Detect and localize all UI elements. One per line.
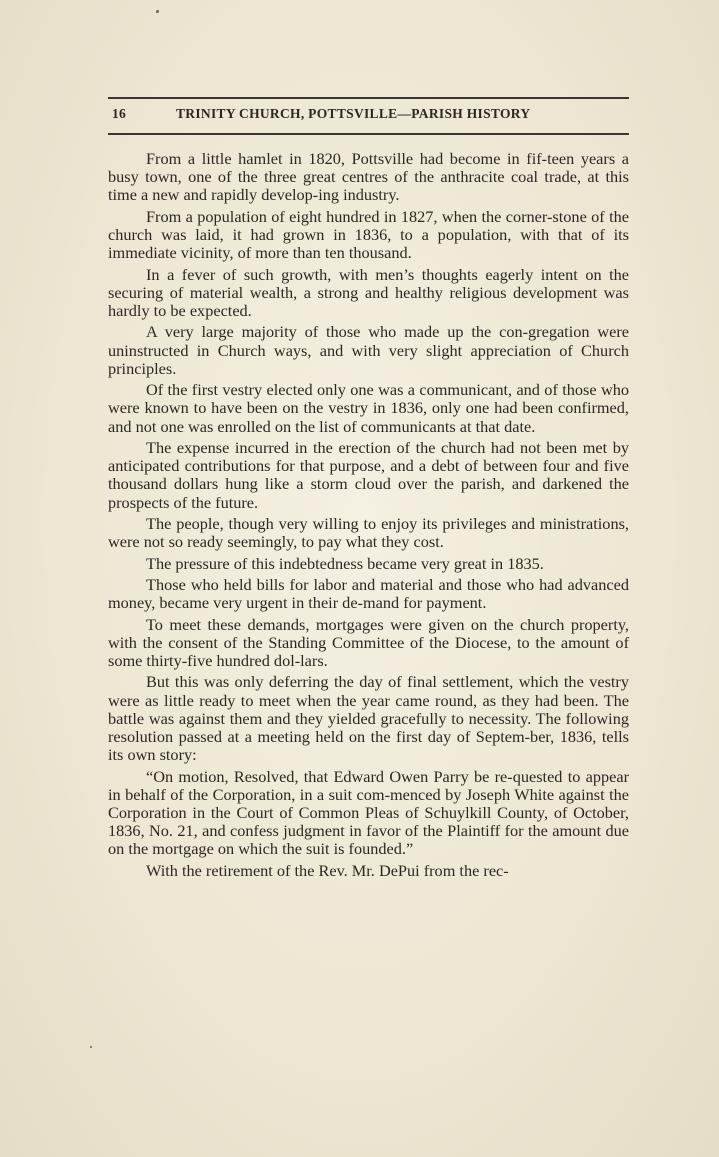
paper-speck bbox=[90, 1046, 92, 1048]
paragraph: With the retirement of the Rev. Mr. DePui from the rec- bbox=[146, 860, 509, 880]
paragraph: To meet these demands, mortgages were given on the church property, with the consent of the Standing Committee of the Diocese, to the amount of some thirty-five hundred dol-lars. bbox=[108, 614, 629, 670]
header-bottom-rule bbox=[108, 133, 629, 135]
running-head bbox=[108, 104, 629, 126]
paragraph: In a fever of such growth, with men’s thoughts eagerly intent on the securing of material wealth, a strong and healthy religious development was hardly to be expected. bbox=[108, 264, 629, 320]
paragraph: But this was only deferring the day of final settlement, which the vestry were as little ready to meet when the year came round, as they had been. The battle was against them and they yielded gracefully to necessity. The following resolution passed at a meeting held on the first day of Septem-ber, 1836, tells its own story: bbox=[108, 672, 629, 765]
paragraph: Those who held bills for labor and material and those who had advanced money, became very urgent in their de-mand for payment. bbox=[108, 574, 629, 613]
paragraph: From a population of eight hundred in 1827, when the corner-stone of the church was laid, it had grown in 1836, to a population, with that of its immediate vicinity, of more than ten thousand. bbox=[108, 206, 629, 263]
header-top-rule bbox=[108, 97, 629, 99]
paper-speck bbox=[156, 10, 159, 13]
paragraph: The people, though very willing to enjoy its privileges and ministrations, were not so ready seemingly, to pay what they cost. bbox=[108, 513, 629, 552]
paragraph: The pressure of this indebtedness became very great in 1835. bbox=[146, 553, 544, 573]
paragraph: From a little hamlet in 1820, Pottsville had become in fif-teen years a busy town, one of the three great centres of the anthracite coal trade, at this time a new and rapidly develop-ing industry. bbox=[108, 149, 629, 205]
page-number: 16 bbox=[112, 106, 127, 121]
paragraph: The expense incurred in the erection of the church had not been met by anticipated contributions for that purpose, and a debt of between four and five thousand dollars hung like a storm cloud over the parish, and darkened the prospects of the future. bbox=[108, 437, 629, 512]
paragraph: “On motion, Resolved, that Edward Owen Parry be re-quested to appear in behalf of the Corporation, in a suit com-menced by Joseph White against the Corporation in the Court of Common Pleas of Schuylkill County, of October, 1836, No. 21, and confess judgment in favor of the Plaintiff for the amount due on the mortgage on which the suit is founded.” bbox=[108, 766, 629, 859]
body-text bbox=[108, 150, 629, 883]
paragraph: Of the first vestry elected only one was a communicant, and of those who were known to have been on the vestry in 1836, only one had been confirmed, and not one was enrolled on the list of communicants at that date. bbox=[108, 380, 629, 436]
paragraph: A very large majority of those who made up the con-gregation were uninstructed in Church ways, and with very slight appreciation of Church principles. bbox=[108, 322, 629, 378]
running-head-title: TRINITY CHURCH, POTTSVILLE—PARISH HISTORY bbox=[176, 106, 531, 121]
